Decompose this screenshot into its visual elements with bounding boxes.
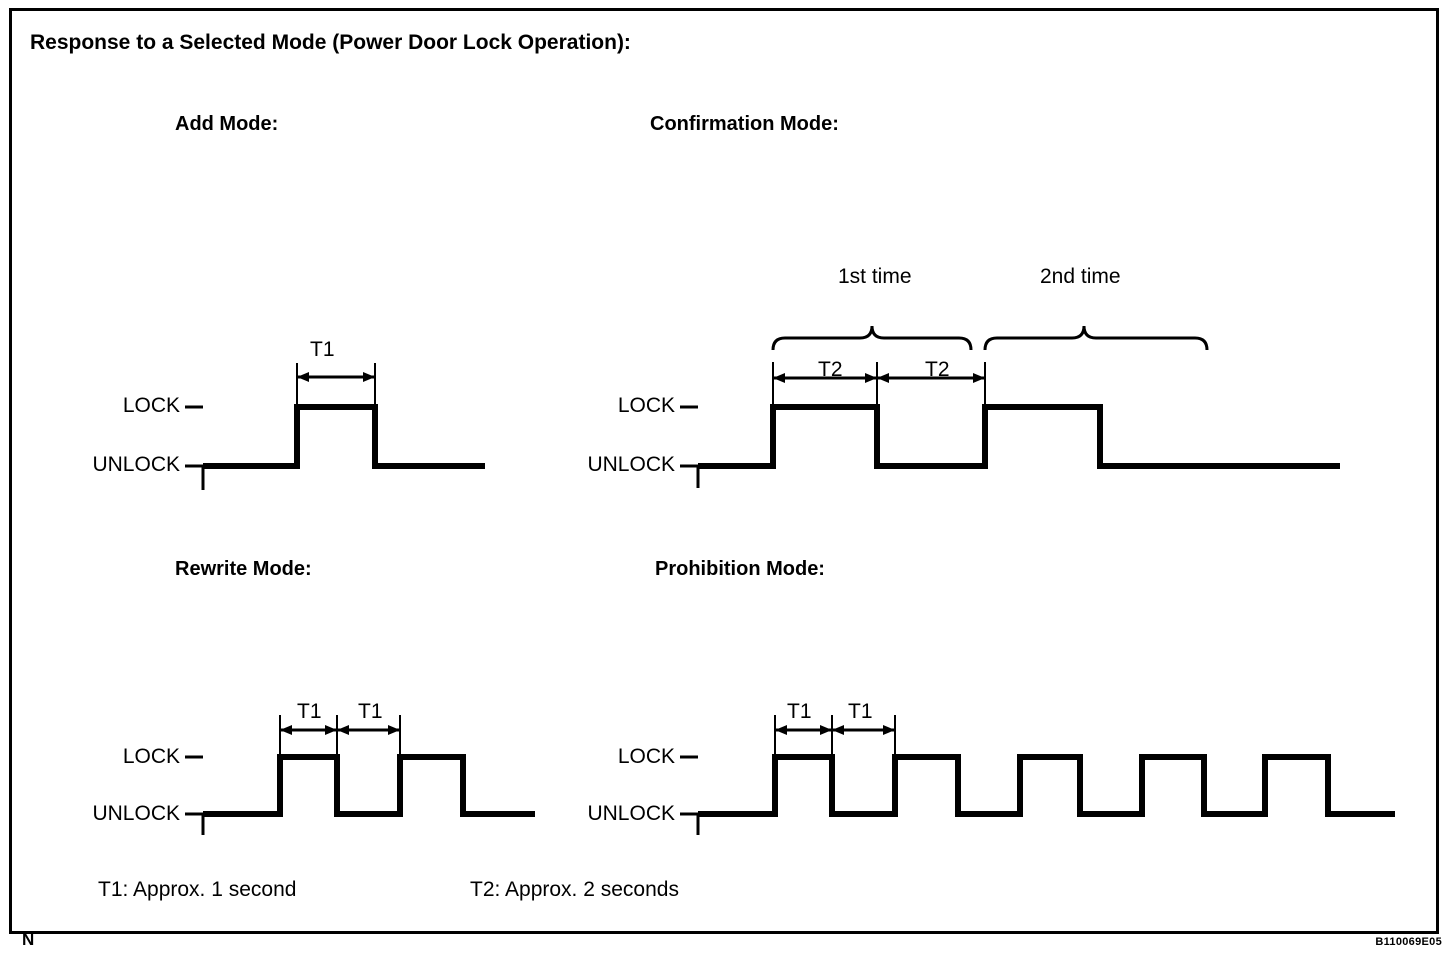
- legend-t1: T1: Approx. 1 second: [98, 878, 297, 901]
- prohibition-mode-title: Prohibition Mode:: [655, 558, 825, 580]
- prohibition-mode-waveform: [680, 690, 1410, 850]
- prohibition-mode-t1-label-2: T1: [848, 700, 873, 723]
- legend-t2: T2: Approx. 2 seconds: [470, 878, 679, 901]
- add-mode-lock-label: LOCK: [122, 394, 180, 417]
- rewrite-mode-lock-label: LOCK: [122, 745, 180, 768]
- page-title: Response to a Selected Mode (Power Door Lock Operation):: [30, 31, 631, 54]
- confirmation-first-time-label: 1st time: [838, 265, 912, 288]
- corner-marker: N: [22, 930, 35, 949]
- rewrite-mode-waveform: [185, 690, 565, 850]
- rewrite-mode-title: Rewrite Mode:: [175, 558, 312, 580]
- add-mode-unlock-label: UNLOCK: [92, 453, 180, 476]
- prohibition-mode-unlock-label: UNLOCK: [587, 802, 675, 825]
- prohibition-mode-lock-label: LOCK: [617, 745, 675, 768]
- rewrite-mode-unlock-label: UNLOCK: [92, 802, 180, 825]
- rewrite-mode-t1-label-2: T1: [358, 700, 383, 723]
- add-mode-title: Add Mode:: [175, 113, 279, 135]
- confirmation-t2-label-2: T2: [925, 358, 950, 381]
- add-mode-waveform: [185, 330, 505, 500]
- confirmation-mode-lock-label: LOCK: [617, 394, 675, 417]
- confirmation-mode-title: Confirmation Mode:: [650, 113, 839, 135]
- confirmation-second-time-label: 2nd time: [1040, 265, 1121, 288]
- rewrite-mode-t1-label-1: T1: [297, 700, 322, 723]
- confirmation-mode-unlock-label: UNLOCK: [587, 453, 675, 476]
- confirmation-mode-waveform: [680, 310, 1360, 500]
- prohibition-mode-t1-label-1: T1: [787, 700, 812, 723]
- add-mode-t1-label: T1: [310, 338, 335, 361]
- figure-code: B110069E05: [1375, 936, 1442, 948]
- confirmation-t2-label-1: T2: [818, 358, 843, 381]
